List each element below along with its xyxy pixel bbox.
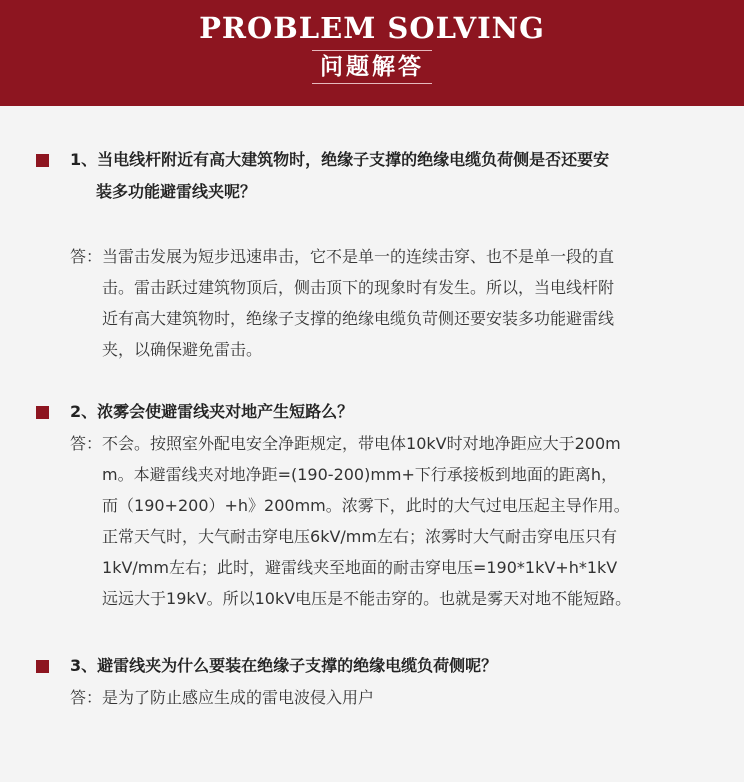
header-banner	[0, 0, 744, 106]
question-1-line-1: 1、当电线杆附近有高大建筑物时，绝缘子支撑的绝缘电缆负荷侧是否还要安	[70, 150, 610, 169]
answer-2-line-6: 远远大于19kV。所以10kV电压是不能击穿的。也就是雾天对地不能短路。	[102, 589, 632, 608]
question-marker-2	[36, 406, 49, 419]
answer-1	[70, 241, 700, 365]
answer-3-body	[102, 682, 700, 713]
answer-1-prefix: 答：	[70, 247, 103, 266]
answer-2	[70, 428, 700, 614]
answer-2-line-5: 1kV/mm左右；此时，避雷线夹至地面的耐击穿电压=190*1kV+h*1kV	[102, 558, 618, 577]
question-marker-3	[36, 660, 49, 673]
question-marker-1	[36, 154, 49, 167]
answer-1-body	[102, 241, 700, 365]
answer-1-line-2: 击。雷击跃过建筑物顶后，侧击顶下的现象时有发生。所以，当电线杆附	[102, 278, 615, 297]
answer-2-line-2: m。本避雷线夹对地净距=(190-200)mm+下行承接板到地面的距离h，	[102, 465, 618, 484]
question-2-line-1: 2、浓雾会使避雷线夹对地产生短路么？	[70, 402, 354, 421]
answer-2-body	[102, 428, 700, 614]
answer-3	[70, 682, 700, 713]
answer-3-prefix: 答：	[70, 688, 103, 707]
answer-3-line-1: 是为了防止感应生成的雷电波侵入用户	[102, 688, 375, 707]
answer-1-line-1: 当雷击发展为短步迅速串击，它不是单一的连续击穿、也不是单一段的直	[102, 247, 615, 266]
answer-2-line-3: 而（190+200）+h》200mm。浓雾下，此时的大气过电压起主导作用。	[102, 496, 630, 515]
answer-2-line-1: 不会。按照室外配电安全净距规定，带电体10kV时对地净距应大于200m	[102, 434, 621, 453]
question-1	[70, 144, 710, 208]
answer-1-line-4: 夹，以确保避免雷击。	[102, 340, 263, 359]
question-3-line-1: 3、避雷线夹为什么要装在绝缘子支撑的绝缘电缆负荷侧呢？	[70, 656, 498, 675]
header-subtitle: 问题解答	[312, 50, 432, 84]
answer-1-line-3: 近有高大建筑物时，绝缘子支撑的绝缘电缆负苛侧还要安装多功能避雷线	[102, 309, 615, 328]
question-3	[70, 650, 710, 682]
question-1-line-2: 装多功能避雷线夹呢？	[96, 182, 257, 201]
answer-2-prefix: 答：	[70, 434, 103, 453]
answer-2-line-4: 正常天气时，大气耐击穿电压6kV/mm左右；浓雾时大气耐击穿电压只有	[102, 527, 617, 546]
question-2	[70, 396, 710, 428]
header-title: PROBLEM SOLVING	[199, 11, 545, 45]
